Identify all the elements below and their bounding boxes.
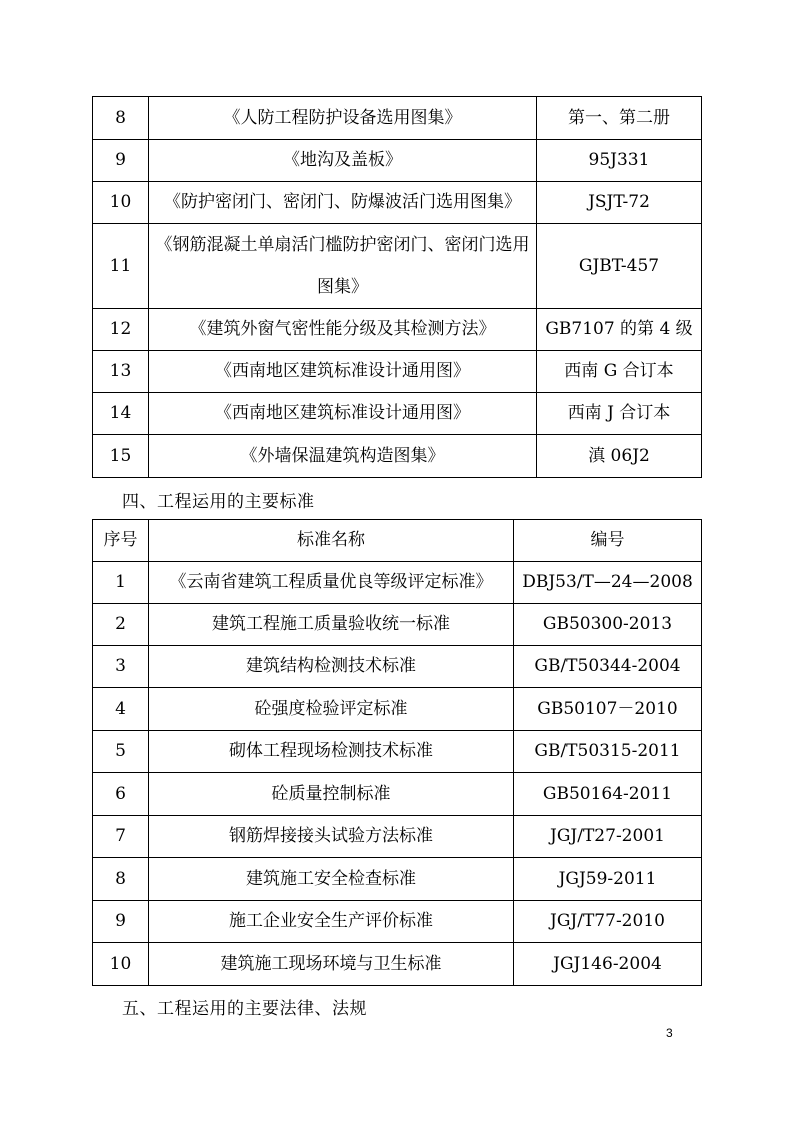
standard-name: 砼强度检验评定标准 (149, 688, 514, 731)
row-number: 11 (93, 224, 149, 309)
table-row (93, 224, 702, 309)
row-number: 2 (93, 604, 149, 646)
table-row (93, 604, 702, 646)
table-row (93, 943, 702, 986)
atlas-name: 《西南地区建筑标准设计通用图》 (149, 393, 537, 435)
atlas-name: 《人防工程防护设备选用图集》 (149, 97, 537, 140)
standard-name: 建筑工程施工质量验收统一标准 (149, 604, 514, 646)
standards-table (92, 519, 702, 986)
standard-name: 施工企业安全生产评价标准 (149, 901, 514, 943)
row-number: 13 (93, 351, 149, 393)
table-row (93, 816, 702, 858)
atlas-code: 滇 06J2 (537, 435, 702, 478)
table-row (93, 97, 702, 140)
row-number: 4 (93, 688, 149, 731)
row-number: 1 (93, 562, 149, 604)
table-row (93, 731, 702, 773)
table-row (93, 901, 702, 943)
header-no: 序号 (93, 520, 149, 562)
table-row (93, 435, 702, 478)
row-number: 15 (93, 435, 149, 478)
atlas-name: 《建筑外窗气密性能分级及其检测方法》 (149, 309, 537, 351)
standard-name: 建筑施工现场环境与卫生标准 (149, 943, 514, 986)
page-number: 3 (666, 1026, 673, 1040)
row-number: 10 (93, 182, 149, 224)
standard-code: JGJ146-2004 (514, 943, 702, 986)
atlas-code: GB7107 的第 4 级 (537, 309, 702, 351)
row-number: 14 (93, 393, 149, 435)
atlas-name: 《钢筋混凝土单扇活门槛防护密闭门、密闭门选用图集》 (149, 224, 537, 309)
standard-name: 砼质量控制标准 (149, 773, 514, 816)
atlas-name: 《地沟及盖板》 (149, 140, 537, 182)
row-number: 12 (93, 309, 149, 351)
atlas-code: 95J331 (537, 140, 702, 182)
row-number: 10 (93, 943, 149, 986)
table-row (93, 562, 702, 604)
atlas-code: GJBT-457 (537, 224, 702, 309)
atlas-name: 《西南地区建筑标准设计通用图》 (149, 351, 537, 393)
section-heading-laws: 五、工程运用的主要法律、法规 (122, 999, 367, 1019)
standard-code: GB/T50344-2004 (514, 646, 702, 688)
table-row (93, 351, 702, 393)
standard-code: GB50300-2013 (514, 604, 702, 646)
atlas-code: 西南 J 合订本 (537, 393, 702, 435)
row-number: 3 (93, 646, 149, 688)
atlas-name: 《外墙保温建筑构造图集》 (149, 435, 537, 478)
atlas-code: 第一、第二册 (537, 97, 702, 140)
atlas-name: 《防护密闭门、密闭门、防爆波活门选用图集》 (149, 182, 537, 224)
row-number: 9 (93, 140, 149, 182)
table-row (93, 182, 702, 224)
standard-name: 建筑施工安全检查标准 (149, 858, 514, 901)
header-name: 标准名称 (149, 520, 514, 562)
standard-name: 钢筋焊接接头试验方法标准 (149, 816, 514, 858)
standard-code: GB/T50315-2011 (514, 731, 702, 773)
row-number: 8 (93, 858, 149, 901)
table-row (93, 309, 702, 351)
standard-code: GB50164-2011 (514, 773, 702, 816)
header-code: 编号 (514, 520, 702, 562)
table-header-row (93, 520, 702, 562)
standard-name: 建筑结构检测技术标准 (149, 646, 514, 688)
atlas-code: JSJT-72 (537, 182, 702, 224)
table-row (93, 858, 702, 901)
standard-code: JGJ59-2011 (514, 858, 702, 901)
table-row (93, 773, 702, 816)
row-number: 7 (93, 816, 149, 858)
section-heading-standards: 四、工程运用的主要标准 (122, 492, 315, 512)
table-row (93, 393, 702, 435)
standard-name: 砌体工程现场检测技术标准 (149, 731, 514, 773)
standard-code: GB50107－2010 (514, 688, 702, 731)
standard-code: JGJ/T27-2001 (514, 816, 702, 858)
row-number: 8 (93, 97, 149, 140)
drawing-atlas-table (92, 96, 702, 478)
standard-code: JGJ/T77-2010 (514, 901, 702, 943)
table-row (93, 688, 702, 731)
row-number: 6 (93, 773, 149, 816)
row-number: 9 (93, 901, 149, 943)
table-row (93, 140, 702, 182)
row-number: 5 (93, 731, 149, 773)
table-row (93, 646, 702, 688)
atlas-code: 西南 G 合订本 (537, 351, 702, 393)
standard-code: DBJ53/T—24—2008 (514, 562, 702, 604)
standard-name: 《云南省建筑工程质量优良等级评定标准》 (149, 562, 514, 604)
